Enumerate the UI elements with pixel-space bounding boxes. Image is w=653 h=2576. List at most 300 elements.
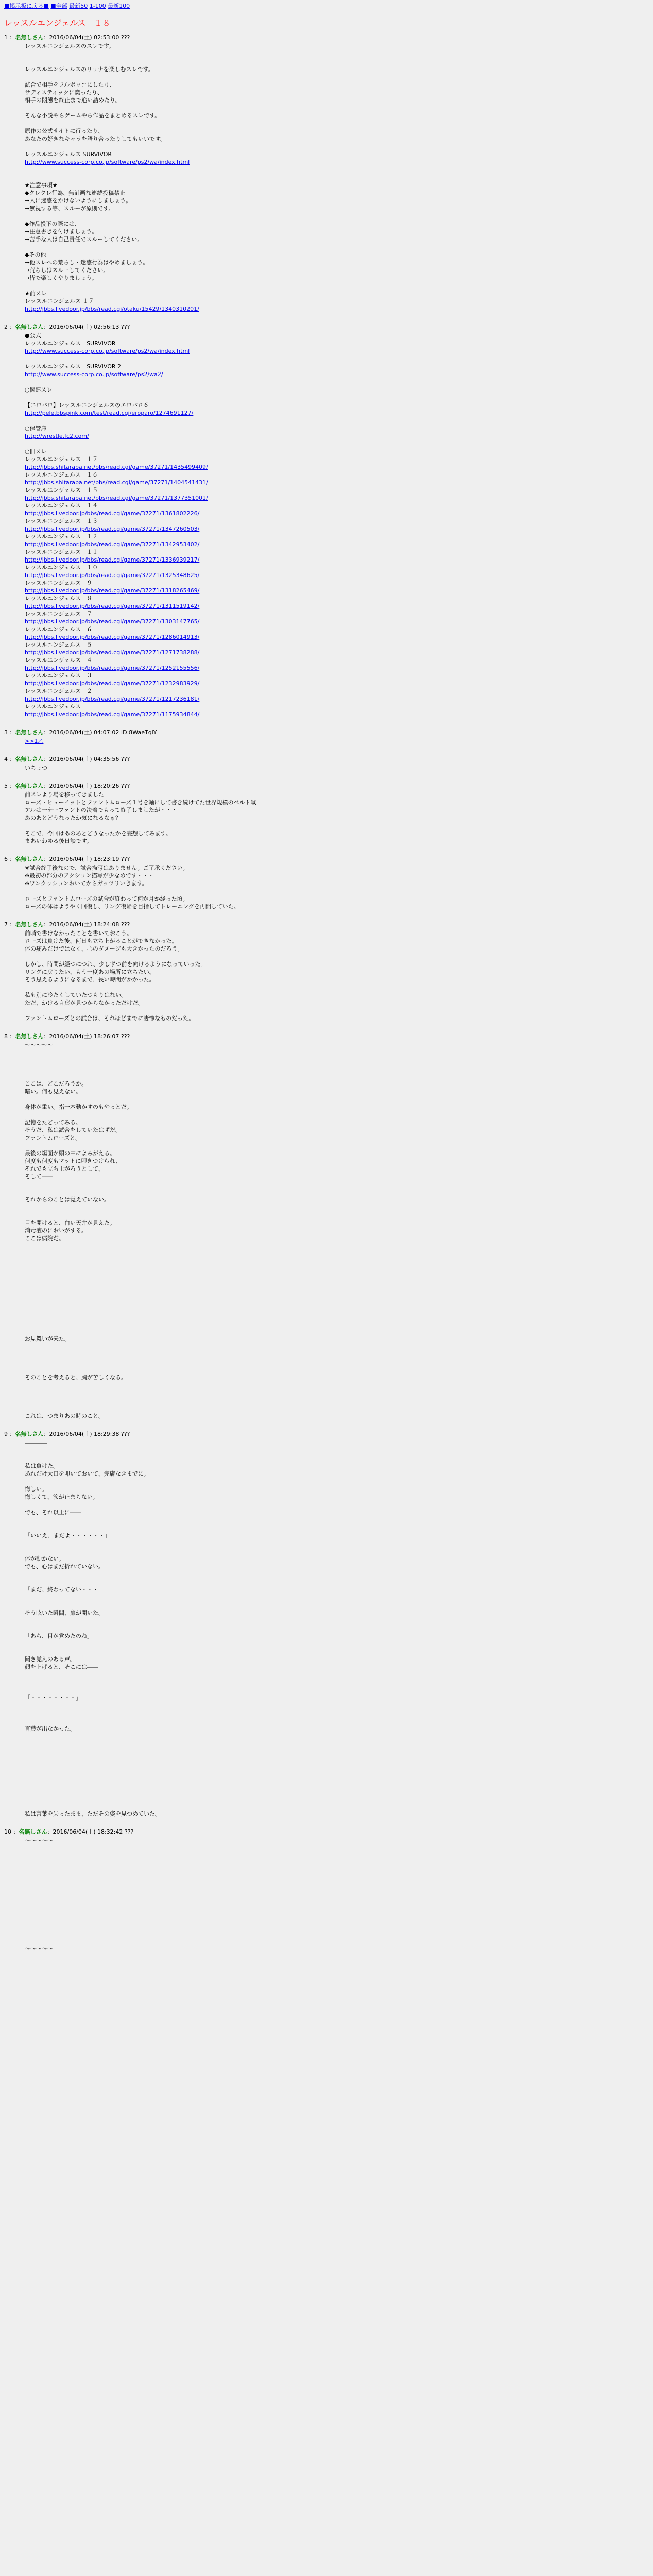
post-body	[25, 332, 649, 718]
post-line	[25, 1188, 649, 1196]
post-line	[25, 355, 649, 363]
post-line	[25, 1794, 649, 1802]
post-line: そこで、今回はあのあとどうなったかを妄想してみます。	[25, 830, 171, 837]
post-line	[25, 1447, 649, 1454]
post-line: 聞き覚えのある声。	[25, 1656, 76, 1663]
post-line	[25, 440, 649, 448]
post-line	[25, 1072, 649, 1080]
post-date: ：2016/06/04(土) 18:32:42 ???	[47, 1828, 134, 1835]
post	[4, 855, 649, 910]
post-line: ローズとファントムローズの試合が終わって何か月か経った頃。	[25, 895, 188, 902]
post-line	[25, 1929, 649, 1937]
post-line	[25, 1312, 649, 1319]
post-date: ：2016/06/04(土) 18:29:38 ???	[43, 1431, 130, 1437]
post-line: →人に迷惑をかけないようにしましょう。	[25, 197, 132, 204]
post-link[interactable]: http://jbbs.livedoor.jp/bbs/read.cgi/game/37271/1347260503/	[25, 526, 200, 532]
post-line: ――――	[25, 1439, 47, 1446]
post-link[interactable]: http://jbbs.livedoor.jp/bbs/read.cgi/game/37271/1252155556/	[25, 665, 200, 671]
post-line	[25, 1304, 649, 1312]
post-line	[25, 1265, 649, 1273]
post-line: ◆作品投下の際には、	[25, 221, 80, 227]
post-author-name: 名無しさん	[15, 34, 44, 41]
post-date: ：2016/06/04(土) 18:26:07 ???	[43, 1033, 130, 1040]
post-line	[25, 50, 649, 58]
post-header: 9 ：名無しさん：2016/06/04(土) 18:29:38 ???	[4, 1431, 130, 1437]
post-line	[25, 1180, 649, 1188]
nav-link-latest-50[interactable]: 最新50	[69, 3, 88, 9]
post-body	[25, 929, 649, 1022]
post-line	[25, 1860, 649, 1868]
post-number: 5	[4, 783, 8, 789]
post-line: そんな小説やらゲームやら作品をまとめるスレです。	[25, 112, 161, 119]
post-header: 3 ：名無しさん：2016/06/04(土) 04:07:02 ID:8WaeTqiY	[4, 729, 157, 736]
post-line	[25, 1648, 649, 1655]
post-line: →荒らしはスルーしてください。	[25, 267, 109, 274]
post-header: 10 ：名無しさん：2016/06/04(土) 18:32:42 ???	[4, 1828, 134, 1835]
post-line	[25, 1914, 649, 1922]
post-body	[25, 864, 649, 910]
post-line	[25, 394, 649, 401]
post-line	[25, 1524, 649, 1532]
post-line: レッスルエンジェルス １７	[25, 298, 94, 304]
post	[4, 755, 649, 772]
post-link[interactable]: http://jbbs.livedoor.jp/bbs/read.cgi/game/37271/1286014913/	[25, 634, 200, 640]
post-line	[25, 1787, 649, 1794]
post-line	[25, 73, 649, 81]
post-number: 2	[4, 324, 8, 330]
post-line	[25, 1095, 649, 1103]
post-line	[25, 1906, 649, 1914]
post-line	[25, 120, 649, 127]
post-number: 10	[4, 1828, 11, 1835]
post-body	[25, 737, 649, 745]
post-line	[25, 1454, 649, 1462]
post-line: 私も別に冷たくしていたつもりはない。	[25, 992, 127, 998]
post-date: ：2016/06/04(土) 04:35:56 ???	[43, 756, 130, 762]
post-line	[25, 1844, 649, 1852]
post-line: あなたの好きなキャラを語り合ったりしてもいいです。	[25, 135, 166, 142]
post-header: 5 ：名無しさん：2016/06/04(土) 18:20:26 ???	[4, 783, 130, 789]
post	[4, 782, 649, 845]
post-line	[25, 1937, 649, 1945]
post-date: ：2016/06/04(土) 02:53:00 ???	[43, 34, 130, 41]
post-link[interactable]: http://jbbs.shitaraba.net/bbs/read.cgi/game/37271/1377351001/	[25, 495, 208, 501]
post-line: →注意書きを付けましょう。	[25, 228, 98, 235]
post-line	[25, 1250, 649, 1258]
post-line: ◆その他	[25, 251, 46, 258]
post-line	[25, 1671, 649, 1679]
post-line	[25, 1478, 649, 1485]
post-line: でも、心はまだ折れていない。	[25, 1563, 104, 1570]
post-line: 原作の公式サイトに行ったり、	[25, 128, 104, 134]
post-line: レッスルエンジェルス SURVIVOR 2	[25, 363, 122, 370]
post-line	[25, 1397, 649, 1404]
post-line	[25, 417, 649, 425]
post-line	[25, 1389, 649, 1397]
post-line: 何度も何度もマットに叩きつけられ、	[25, 1158, 122, 1164]
post-line: そうだ、私は試合をしていたはずだ。	[25, 1127, 121, 1133]
post-author-name: 名無しさん	[15, 1033, 44, 1040]
post-line	[25, 1501, 649, 1509]
post-line	[25, 887, 649, 895]
post-body	[25, 1041, 649, 1420]
post-body	[25, 764, 649, 772]
post-link[interactable]: http://jbbs.livedoor.jp/bbs/read.cgi/game/37271/1303147765/	[25, 618, 200, 625]
post-line	[25, 1999, 649, 2007]
top-navigation	[4, 2, 649, 15]
post	[4, 33, 649, 313]
post-line	[25, 1007, 649, 1014]
post-line	[25, 1404, 649, 1412]
post-line: レッスルエンジェルスのスレです。	[25, 43, 115, 49]
post-line	[25, 1601, 649, 1609]
post-list	[4, 33, 649, 2007]
post-line	[25, 1976, 649, 1984]
post-line: 目を開けると、白い天井が見えた。	[25, 1219, 115, 1226]
post-line	[25, 1679, 649, 1686]
post-line	[25, 1771, 649, 1779]
post-line: そのことを考えると、胸が苦しくなる。	[25, 1374, 127, 1381]
post-header: 2 ：名無しさん：2016/06/04(土) 02:56:13 ???	[4, 324, 130, 330]
post-line: 私は負けた。	[25, 1463, 59, 1469]
post-number: 1	[4, 34, 8, 41]
post-line: サディスティックに嬲ったり、	[25, 89, 104, 96]
post-line: ～～～～～	[25, 1837, 53, 1844]
post-line: ローズ・ヒューイットとファントムローズ１号を軸にして書き続けてた世界規模のベルト戦	[25, 799, 256, 806]
post-line: レッスルエンジェルス ２	[25, 688, 93, 694]
post-line: →他スレへの荒らし・迷惑行為はやめましょう。	[25, 259, 149, 266]
post-line: 【エロパロ】レッスルエンジェルスのエロパロ６	[25, 402, 149, 409]
post-link[interactable]: http://www.success-corp.co.jp/software/ps2/wa/index.html	[25, 159, 190, 165]
post-line	[25, 1984, 649, 1991]
post	[4, 323, 649, 718]
post-body	[25, 1837, 649, 2007]
post-line	[25, 1381, 649, 1389]
post-line: リングに戻りたい、もう一度あの場所に立ちたい。	[25, 969, 155, 975]
post-line	[25, 58, 649, 65]
post-line	[25, 1064, 649, 1072]
post	[4, 1828, 649, 2007]
post-line	[25, 1516, 649, 1524]
post-line	[25, 1296, 649, 1304]
post-line: これは、つまりあの時のこと。	[25, 1413, 104, 1419]
post-line: 「まだ、終わってない・・・」	[25, 1586, 104, 1593]
post-line: レッスルエンジェルス ８	[25, 595, 93, 602]
post-link[interactable]: http://wrestle.fc2.com/	[25, 433, 89, 439]
post-line	[25, 1358, 649, 1366]
post-body	[25, 791, 649, 845]
post-line: レッスルエンジェルス １０	[25, 564, 98, 571]
post-author-name: 名無しさん	[15, 324, 44, 330]
post-line	[25, 1049, 649, 1057]
post-link[interactable]: http://jbbs.shitaraba.net/bbs/read.cgi/game/37271/1404541431/	[25, 479, 208, 486]
post	[4, 1430, 649, 1818]
post-link[interactable]: http://jbbs.livedoor.jp/bbs/read.cgi/game/37271/1325348625/	[25, 572, 200, 579]
post-line: 悔しくて、涙が止まらない。	[25, 1494, 98, 1500]
post-line	[25, 1327, 649, 1335]
post-link[interactable]: http://jbbs.livedoor.jp/bbs/read.cgi/otaku/15429/1340310201/	[25, 306, 199, 312]
post-line	[25, 1899, 649, 1906]
post-line	[25, 984, 649, 991]
post-line	[25, 1242, 649, 1250]
nav-link-latest-100[interactable]: 最新100	[108, 3, 130, 9]
post-date: ：2016/06/04(土) 18:23:19 ???	[43, 856, 130, 862]
post-line: ここは病院だ。	[25, 1235, 64, 1242]
post-line: ローズの体はようやく回復し、リング復帰を目指してトレーニングを再開していた。	[25, 903, 239, 910]
post-line: ※最初の部分のアクション描写が少なめです・・・	[25, 872, 154, 879]
post-link[interactable]: http://jbbs.livedoor.jp/bbs/read.cgi/game/37271/1311519142/	[25, 603, 200, 609]
post-header: 7 ：名無しさん：2016/06/04(土) 18:24:08 ???	[4, 921, 130, 928]
post-line	[25, 1717, 649, 1725]
post-line	[25, 1594, 649, 1601]
post-line: ※ワンクッションおいてからガッツリいきます。	[25, 880, 148, 887]
post-line: ※試合終了後なので、試合描写はありません。ご了承ください。	[25, 865, 188, 871]
post-line: そして――	[25, 1173, 53, 1180]
post-number: 7	[4, 921, 8, 928]
post-line	[25, 1868, 649, 1875]
post-line: 相手の悶態を終止まで追い詰めたり。	[25, 97, 121, 104]
post-line: レッスルエンジェルス ４	[25, 657, 93, 664]
post-date: ：2016/06/04(土) 02:56:13 ???	[43, 324, 130, 330]
post-line: レッスルエンジェルス ７	[25, 611, 93, 617]
post-author-name: 名無しさん	[15, 783, 44, 789]
post-line	[25, 1709, 649, 1717]
post-link[interactable]: http://jbbs.livedoor.jp/bbs/read.cgi/game/37271/1217236181/	[25, 696, 200, 702]
thread-title: レッスルエンジェルス １８	[4, 18, 111, 28]
post-line	[25, 1570, 649, 1578]
post-line: →苦手な人は自己責任でスルーしてください。	[25, 236, 143, 243]
post-line: レッスルエンジェルス	[25, 703, 81, 710]
post-line	[25, 1111, 649, 1118]
post-author-name: 名無しさん	[15, 756, 44, 762]
post-header: 4 ：名無しさん：2016/06/04(土) 04:35:56 ???	[4, 756, 130, 762]
post-line: いちょつ	[25, 765, 47, 771]
post-link[interactable]: http://jbbs.shitaraba.net/bbs/read.cgi/game/37271/1435499409/	[25, 464, 208, 470]
post-line: レッスルエンジェルス １５	[25, 487, 98, 494]
post-line	[25, 1748, 649, 1756]
post-number: 4	[4, 756, 8, 762]
post-line	[25, 1852, 649, 1860]
post-link[interactable]: http://jbbs.livedoor.jp/bbs/read.cgi/game/37271/1318265469/	[25, 587, 200, 594]
post-author-name: 名無しさん	[19, 1828, 47, 1835]
post-line	[25, 1258, 649, 1265]
post	[4, 728, 649, 745]
post-line: ★注意事項★	[25, 182, 58, 189]
post-number: 3	[4, 729, 8, 736]
post-line: レッスルエンジェルス １６	[25, 471, 98, 478]
post-line	[25, 822, 649, 829]
post-header: 1 ：名無しさん：2016/06/04(土) 02:53:00 ???	[4, 34, 130, 41]
post-link[interactable]: http://jbbs.livedoor.jp/bbs/read.cgi/game/37271/1336939217/	[25, 556, 200, 563]
post-line	[25, 1991, 649, 1999]
post-line: しかし、時間が経つにつれ、少しずつ前を向けるようになっていった。	[25, 961, 207, 968]
post-author-name: 名無しさん	[15, 921, 44, 928]
post-line: レッスルエンジェルス １７	[25, 456, 98, 463]
post-line: レッスルエンジェルス １４	[25, 502, 98, 509]
post-line	[25, 1640, 649, 1648]
post-line	[25, 1273, 649, 1281]
post-line: 顔を上げると、そこには――	[25, 1664, 98, 1670]
post-line: それからのことは覚えていない。	[25, 1196, 110, 1203]
post-line: 「あら、目が覚めたのね」	[25, 1633, 93, 1639]
post-line	[25, 1547, 649, 1555]
post-line: 私は言葉を失ったまま、ただその姿を見つめていた。	[25, 1810, 161, 1817]
post-line	[25, 1539, 649, 1547]
post-line: →皆で楽しくやりましょう。	[25, 275, 98, 281]
post-line: レッスルエンジェルス ６	[25, 626, 93, 633]
post-line: そう思えるようになるまで、長い時間がかかった。	[25, 976, 155, 983]
post-line	[25, 1733, 649, 1740]
post-line: あのあとどうなったか気になるなぁ？	[25, 815, 121, 821]
post-line: レッスルエンジェルス １３	[25, 518, 98, 524]
post-line: レッスルエンジェルス １２	[25, 533, 98, 540]
post-line	[25, 1740, 649, 1748]
post-line: 記憶をたどってみる。	[25, 1119, 81, 1126]
post-number: 9	[4, 1431, 8, 1437]
post-line	[25, 1204, 649, 1211]
post-line	[25, 953, 649, 960]
post-line: レッスルエンジェルス SURVIVOR	[25, 151, 112, 158]
post-link[interactable]: http://jbbs.livedoor.jp/bbs/read.cgi/game/37271/1342953402/	[25, 541, 200, 548]
post-line: ●公式	[25, 332, 41, 339]
post-line: レッスルエンジェルス １１	[25, 549, 98, 555]
post-line: あれだけ大口を叩いておいて、完膚なきまでに。	[25, 1470, 149, 1477]
post-link[interactable]: http://jbbs.livedoor.jp/bbs/read.cgi/game/37271/1232983929/	[25, 680, 200, 687]
post-header: 6 ：名無しさん：2016/06/04(土) 18:23:19 ???	[4, 856, 130, 862]
post-line	[25, 1960, 649, 1968]
post-line	[25, 166, 649, 174]
post-line	[25, 212, 649, 220]
post-line: ファントムローズとの試合は、それほどまでに凄惨なものだった。	[25, 1015, 195, 1022]
post-line	[25, 378, 649, 386]
post-line	[25, 1211, 649, 1219]
post-line	[25, 1366, 649, 1374]
post-line	[25, 1875, 649, 1883]
post-line: レッスルエンジェルス ９	[25, 580, 93, 586]
post-line: レッスルエンジェルス ３	[25, 672, 93, 679]
post-line: お見舞いが来た。	[25, 1335, 70, 1342]
post-line: 悔しい。	[25, 1486, 47, 1493]
post-line: それでも立ち上がろうとして、	[25, 1165, 104, 1172]
post-line	[25, 1617, 649, 1624]
nav-link-back-to-board[interactable]: ■掲示板に戻る■	[4, 3, 49, 9]
post-line: 前哨で書けなかったことを書いておこう。	[25, 930, 132, 937]
post-line	[25, 1764, 649, 1771]
post-line: ここは、どこだろうか。	[25, 1080, 87, 1087]
post-line: →無視する等、スルーが原則です。	[25, 205, 114, 212]
post-line: 体が動かない。	[25, 1555, 64, 1562]
post-body	[25, 1439, 649, 1818]
post-line: 最後の場面が頭の中によみがえる。	[25, 1150, 115, 1157]
post-line: ～～～～～	[25, 1042, 53, 1048]
post-line: 体の痛みだけではなく、心のダメージも大きかったのだろう。	[25, 945, 183, 952]
post-line: でも、それ以上に――	[25, 1509, 81, 1516]
post-line	[25, 1883, 649, 1891]
nav-link-1-100[interactable]: 1-100	[89, 3, 106, 9]
post-line: ○保管庫	[25, 425, 47, 432]
post-line: まあいわゆる後日談です。	[25, 838, 93, 844]
post-date: ：2016/06/04(土) 04:07:02 ID:8WaeTqiY	[43, 729, 157, 736]
post-author-name: 名無しさん	[15, 1431, 44, 1437]
post-line: レッスルエンジェルス SURVIVOR	[25, 340, 116, 347]
post-line	[25, 282, 649, 290]
post-line: 身体が重い。指一本動かすのもやっとだ。	[25, 1104, 132, 1110]
post-line	[25, 1350, 649, 1358]
post-date: ：2016/06/04(土) 18:20:26 ???	[43, 783, 130, 789]
post	[4, 1032, 649, 1420]
post-line: ★前スレ	[25, 290, 47, 297]
post-line: ただ、かける言葉が見つからなかっただけだ。	[25, 999, 144, 1006]
post-line	[25, 1289, 649, 1296]
post-link[interactable]: http://pele.bbspink.com/test/read.cgi/eroparo/1274691127/	[25, 410, 194, 416]
post-line	[25, 174, 649, 181]
post-line	[25, 1953, 649, 1960]
post-link[interactable]: http://jbbs.livedoor.jp/bbs/read.cgi/game/37271/1271738288/	[25, 649, 200, 656]
post-line: ファントムローズと。	[25, 1134, 81, 1141]
post-line: 言葉が出なかった。	[25, 1725, 76, 1732]
post-line	[25, 1142, 649, 1149]
post-line	[25, 1779, 649, 1787]
post-line	[25, 1343, 649, 1350]
post	[4, 921, 649, 1022]
post-line	[25, 104, 649, 112]
post-line: アルは一ナーファントの決着でもって終了しましたが・・・	[25, 807, 177, 814]
post-author-name: 名無しさん	[15, 729, 44, 736]
post-line	[25, 1319, 649, 1327]
post-line: 「・・・・・・・・」	[25, 1694, 81, 1701]
post-number: 8	[4, 1033, 8, 1040]
post-line: レッスルエンジェルス ５	[25, 641, 93, 648]
post-line: 前スレより場を移ってきました	[25, 791, 104, 798]
post-line	[25, 1756, 649, 1764]
post-line	[25, 1057, 649, 1064]
post-line	[25, 1578, 649, 1586]
post-line	[25, 1624, 649, 1632]
post-line	[25, 1891, 649, 1899]
post-line: ◆クレクレ行為、無計画な連続投稿禁止	[25, 190, 126, 196]
post-line: ○旧スレ	[25, 448, 47, 455]
post-number: 6	[4, 856, 8, 862]
post-line	[25, 1686, 649, 1694]
post-line	[25, 143, 649, 150]
post-line: レッスルエンジェルスのリョナを楽しむスレです。	[25, 66, 154, 73]
post-link[interactable]: http://jbbs.livedoor.jp/bbs/read.cgi/game/37271/1175934844/	[25, 711, 200, 718]
post-line	[25, 1968, 649, 1976]
post-line: 「いいえ、まだよ・・・・・・」	[25, 1532, 110, 1539]
post-line: 暗い。何も見えない。	[25, 1088, 81, 1095]
post-line: 試合で相手をフルボッコにしたり、	[25, 81, 115, 88]
post-date: ：2016/06/04(土) 18:24:08 ???	[43, 921, 130, 928]
post-line: ローズは負けた後、何日も立ち上がることができなかった。	[25, 938, 178, 944]
post-header: 8 ：名無しさん：2016/06/04(土) 18:26:07 ???	[4, 1033, 130, 1040]
post-line	[25, 1281, 649, 1289]
post-line: 消毒液のにおいがする。	[25, 1227, 87, 1234]
post-link[interactable]: http://www.success-corp.co.jp/software/ps2/wa/index.html	[25, 348, 190, 354]
post-body	[25, 42, 649, 313]
post-line: そう呟いた瞬間、扉が開いた。	[25, 1609, 104, 1616]
post-line: ～～～～～	[25, 1945, 53, 1952]
nav-link-all[interactable]: ■全部	[50, 3, 67, 9]
post-line	[25, 1802, 649, 1810]
post-line	[25, 1702, 649, 1709]
post-link[interactable]: http://jbbs.livedoor.jp/bbs/read.cgi/game/37271/1361802226/	[25, 510, 200, 517]
post-line: ○関連スレ	[25, 386, 53, 393]
post-line	[25, 243, 649, 251]
post-author-name: 名無しさん	[15, 856, 44, 862]
post-line	[25, 1922, 649, 1929]
post-link[interactable]: http://www.success-corp.co.jp/software/ps2/wa2/	[25, 371, 163, 378]
post-link[interactable]: >>1乙	[25, 738, 44, 744]
